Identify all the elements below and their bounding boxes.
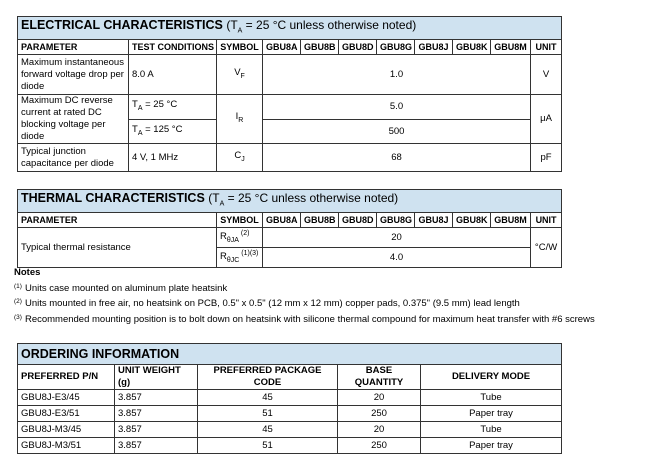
col-package-code: PREFERRED PACKAGE CODE	[198, 365, 338, 390]
cell-quantity: 250	[338, 438, 421, 454]
col-gbu8a: GBU8A	[263, 40, 301, 55]
value-cell: 5.0	[263, 95, 531, 120]
col-gbu8b: GBU8B	[301, 40, 339, 55]
col-gbu8a: GBU8A	[263, 213, 301, 228]
cell-pn: GBU8J-M3/51	[18, 438, 115, 454]
col-test-conditions: TEST CONDITIONS	[129, 40, 217, 55]
cell-package: 45	[198, 390, 338, 406]
table-row	[18, 422, 562, 438]
cell-delivery: Tube	[421, 390, 562, 406]
col-gbu8g: GBU8G	[377, 40, 415, 55]
cell-weight: 3.857	[115, 422, 198, 438]
test-condition: 4 V, 1 MHz	[129, 144, 217, 172]
value-cell: 4.0	[263, 248, 531, 268]
thermal-title: THERMAL CHARACTERISTICS ($T_A = 25$ °C unless otherwise noted)	[18, 190, 562, 213]
test-condition: $T_A = 125$ °C	[129, 119, 217, 144]
value-cell: 20	[263, 228, 531, 248]
symbol-cell: $V_F$	[217, 55, 263, 95]
col-symbol: SYMBOL	[217, 40, 263, 55]
value-cell: 500	[263, 119, 531, 144]
cell-pn: GBU8J-E3/45	[18, 390, 115, 406]
table-row	[18, 95, 562, 120]
col-gbu8m: GBU8M	[491, 40, 531, 55]
col-gbu8j: GBU8J	[415, 40, 453, 55]
cell-delivery: Paper tray	[421, 438, 562, 454]
col-gbu8g: GBU8G	[377, 213, 415, 228]
cell-quantity: 250	[338, 406, 421, 422]
cell-delivery: Tube	[421, 422, 562, 438]
col-preferred-pn: PREFERRED P/N	[18, 365, 115, 390]
col-gbu8k: GBU8K	[453, 213, 491, 228]
col-symbol: SYMBOL	[217, 213, 263, 228]
thermal-column-headers	[18, 213, 562, 228]
col-parameter: PARAMETER	[18, 213, 217, 228]
thermal-characteristics-table	[17, 189, 562, 268]
ordering-column-headers	[18, 365, 562, 390]
table-row	[18, 55, 562, 95]
col-gbu8m: GBU8M	[491, 213, 531, 228]
table-row	[18, 406, 562, 422]
electrical-column-headers	[18, 40, 562, 55]
cell-pn: GBU8J-E3/51	[18, 406, 115, 422]
table-row	[18, 144, 562, 172]
param-thermal-resistance: Typical thermal resistance	[18, 228, 217, 268]
unit-cell: μA	[531, 95, 562, 144]
value-cell: 68	[263, 144, 531, 172]
table-row	[18, 390, 562, 406]
col-unit: UNIT	[531, 40, 562, 55]
unit-cell: V	[531, 55, 562, 95]
col-unit: UNIT	[531, 213, 562, 228]
electrical-title: ELECTRICAL CHARACTERISTICS ($T_A = 25$ °C unless otherwise noted)	[18, 17, 562, 40]
electrical-characteristics-table	[17, 16, 562, 172]
col-gbu8d: GBU8D	[339, 213, 377, 228]
cell-delivery: Paper tray	[421, 406, 562, 422]
notes-section	[14, 266, 595, 326]
symbol-cell: $R_{\theta JA}$ $^{(2)}$	[217, 228, 263, 248]
param-reverse-current: Maximum DC reverse current at rated DC blocking voltage per diode	[18, 95, 129, 144]
ordering-title: ORDERING INFORMATION	[18, 344, 562, 365]
ordering-information-table	[17, 343, 562, 454]
col-gbu8j: GBU8J	[415, 213, 453, 228]
test-condition: $T_A = 25$ °C	[129, 95, 217, 120]
note-item: $^{(3)}$ Recommended mounting position is to bolt down on heatsink with silicone thermal compound for maximum heat transfer with #6 screws	[14, 313, 595, 325]
col-gbu8k: GBU8K	[453, 40, 491, 55]
unit-cell: °C/W	[531, 228, 562, 268]
value-cell: 1.0	[263, 55, 531, 95]
symbol-cell: $I_R$	[217, 95, 263, 144]
cell-package: 51	[198, 406, 338, 422]
cell-package: 45	[198, 422, 338, 438]
col-delivery-mode: DELIVERY MODE	[421, 365, 562, 390]
cell-weight: 3.857	[115, 390, 198, 406]
col-base-quantity: BASE QUANTITY	[338, 365, 421, 390]
note-item: $^{(2)}$ Units mounted in free air, no heatsink on PCB, 0.5" x 0.5" (12 mm x 12 mm) copper pads, 0.375" (9.5 mm) lead length	[14, 298, 520, 309]
col-gbu8b: GBU8B	[301, 213, 339, 228]
cell-quantity: 20	[338, 422, 421, 438]
cell-quantity: 20	[338, 390, 421, 406]
cell-pn: GBU8J-M3/45	[18, 422, 115, 438]
col-gbu8d: GBU8D	[339, 40, 377, 55]
symbol-cell: $C_J$	[217, 144, 263, 172]
col-parameter: PARAMETER	[18, 40, 129, 55]
col-unit-weight: UNIT WEIGHT (g)	[115, 365, 198, 390]
table-row	[18, 228, 562, 248]
table-row	[18, 438, 562, 454]
unit-cell: pF	[531, 144, 562, 172]
cell-weight: 3.857	[115, 406, 198, 422]
symbol-cell: $R_{\theta JC}$ $^{(1)(3)}$	[217, 248, 263, 268]
cell-package: 51	[198, 438, 338, 454]
param-forward-voltage: Maximum instantaneous forward voltage drop per diode	[18, 55, 129, 95]
cell-weight: 3.857	[115, 438, 198, 454]
param-junction-capacitance: Typical junction capacitance per diode	[18, 144, 129, 172]
note-item: $^{(1)}$ Units case mounted on aluminum plate heatsink	[14, 282, 228, 294]
test-condition: 8.0 A	[129, 55, 217, 95]
notes-title: Notes	[14, 267, 41, 278]
